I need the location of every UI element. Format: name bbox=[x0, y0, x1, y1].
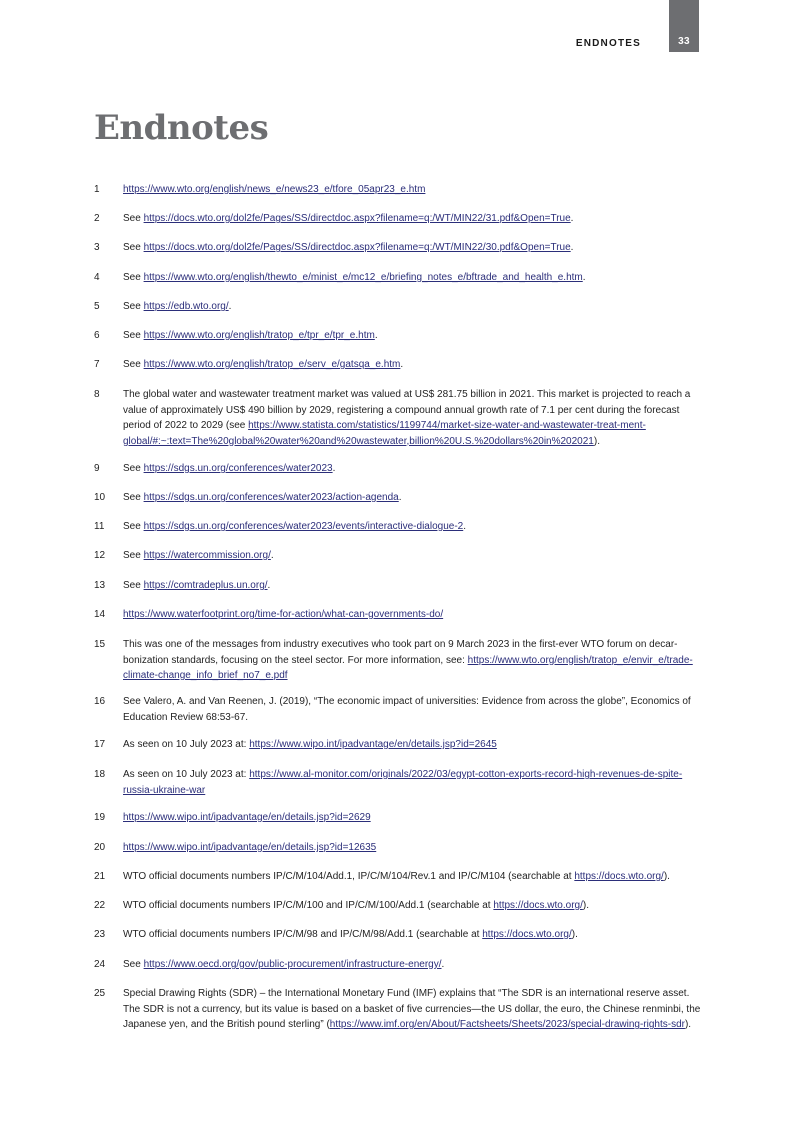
endnote-text bbox=[123, 548, 701, 564]
endnote-text bbox=[123, 694, 701, 725]
endnote-text-pre: WTO official documents numbers IP/C/M/100 and IP/C/M/100/Add.1 (searchable at bbox=[123, 900, 494, 911]
endnote-number: 23 bbox=[94, 929, 106, 940]
page-number-tab bbox=[669, 0, 699, 52]
endnote-text-post: . bbox=[374, 330, 378, 341]
endnote-text-pre: See bbox=[123, 359, 144, 370]
endnote-link[interactable]: https://watercommission.org/ bbox=[143, 550, 271, 561]
endnote-text-pre: Special Drawing Rights (SDR) – the International Monetary Fund (IMF) explains that “The SDR is an international reserve asset. The SDR is not a currency, but its value is based on a basket of five currencies—the US dollar, the euro, the Chinese renminbi, the Japanese yen, and the British pound sterling” ( bbox=[123, 988, 701, 1030]
endnote-text bbox=[123, 328, 701, 344]
endnote-number: 13 bbox=[94, 580, 106, 591]
endnote-text-post: . bbox=[228, 301, 232, 312]
endnote-text-post: . bbox=[267, 580, 271, 591]
endnote-text-pre: See bbox=[123, 959, 144, 970]
endnote-text bbox=[123, 986, 701, 1033]
endnote-link[interactable]: https://comtradeplus.un.org/ bbox=[143, 580, 268, 591]
endnote-number: 7 bbox=[94, 359, 100, 370]
endnote-text bbox=[123, 519, 701, 535]
endnote-link[interactable]: https://docs.wto.org/dol2fe/Pages/SS/directdoc.aspx?filename=q:/WT/MIN22/30.pdf&Open=True bbox=[143, 242, 571, 253]
endnote-number: 10 bbox=[94, 492, 106, 503]
endnote-text-post: . bbox=[570, 213, 574, 224]
endnote-text-pre: As seen on 10 July 2023 at: bbox=[123, 769, 250, 780]
endnote-text-pre: See bbox=[123, 242, 144, 253]
endnote-text bbox=[123, 898, 701, 914]
endnote-text-pre: WTO official documents numbers IP/C/M/98 and IP/C/M/98/Add.1 (searchable at bbox=[123, 929, 483, 940]
endnote-link[interactable]: https://www.statista.com/statistics/1199744/market-size-water-and-wastewater-treat-ment-global/#:~:text=The%20global%20water%20and%20wastewater,billion%20U.S.%20dollars%20in%202021 bbox=[123, 420, 646, 447]
endnote-link[interactable]: https://docs.wto.org/ bbox=[574, 871, 664, 882]
endnote-text bbox=[123, 869, 701, 885]
endnote-number: 22 bbox=[94, 900, 106, 911]
endnote-text-pre: See bbox=[123, 521, 144, 532]
endnote-text-post: . bbox=[582, 272, 586, 283]
endnote-link[interactable]: https://www.wto.org/english/thewto_e/minist_e/mc12_e/briefing_notes_e/bftrade_and_health_e.htm bbox=[143, 272, 583, 283]
endnote-text bbox=[123, 270, 701, 286]
endnote-number: 2 bbox=[94, 213, 100, 224]
endnote-text bbox=[123, 387, 701, 449]
endnote-link[interactable]: https://www.al-monitor.com/originals/2022/03/egypt-cotton-exports-record-high-revenues-de-spite-russia-ukraine-war bbox=[123, 769, 683, 796]
endnote-text-post: . bbox=[441, 959, 445, 970]
endnote-number: 1 bbox=[94, 184, 100, 195]
endnote-number: 15 bbox=[94, 639, 106, 650]
endnote-link[interactable]: https://sdgs.un.org/conferences/water2023/action-agenda bbox=[143, 492, 399, 503]
endnote-link[interactable]: https://www.wto.org/english/tratop_e/serv_e/gatsqa_e.htm bbox=[143, 359, 401, 370]
endnote-text-pre: See bbox=[123, 492, 144, 503]
endnote-text-post: . bbox=[332, 463, 336, 474]
endnote-number: 4 bbox=[94, 272, 100, 283]
endnote-text-pre: See bbox=[123, 301, 144, 312]
endnote-number: 17 bbox=[94, 739, 106, 750]
endnote-text-pre: See Valero, A. and Van Reenen, J. (2019), “The economic impact of universities: Evidence from across the globe”, Economics of Education Review 68:53-67. bbox=[123, 696, 691, 723]
endnote-number: 12 bbox=[94, 550, 106, 561]
endnote-text bbox=[123, 211, 701, 227]
endnote-number: 6 bbox=[94, 330, 100, 341]
endnote-text bbox=[123, 182, 701, 198]
endnote-text-pre: See bbox=[123, 463, 144, 474]
endnote-link[interactable]: https://www.waterfootprint.org/time-for-action/what-can-governments-do/ bbox=[123, 609, 444, 620]
endnote-number: 16 bbox=[94, 696, 106, 707]
endnote-number: 8 bbox=[94, 389, 100, 400]
endnote-link[interactable]: https://www.wipo.int/ipadvantage/en/details.jsp?id=12635 bbox=[123, 842, 377, 853]
endnote-text-pre: See bbox=[123, 580, 144, 591]
endnote-link[interactable]: https://www.oecd.org/gov/public-procurement/infrastructure-energy/ bbox=[143, 959, 442, 970]
endnote-text-post: ). bbox=[593, 435, 600, 447]
endnote-number: 3 bbox=[94, 242, 100, 253]
endnote-text bbox=[123, 957, 701, 973]
endnote-text bbox=[123, 299, 701, 315]
endnote-text-pre: This was one of the messages from industry executives who took part on 9 March 2023 in the first-ever WTO forum on decar-bonization standards, focusing on the steel sector. For more information, see: bbox=[123, 639, 678, 666]
endnote-link[interactable]: https://docs.wto.org/dol2fe/Pages/SS/directdoc.aspx?filename=q:/WT/MIN22/31.pdf&Open=True bbox=[143, 213, 571, 224]
endnote-number: 18 bbox=[94, 769, 106, 780]
endnote-link[interactable]: https://www.wipo.int/ipadvantage/en/details.jsp?id=2645 bbox=[249, 739, 497, 750]
endnote-link[interactable]: https://www.wto.org/english/tratop_e/tpr_e/tpr_e.htm bbox=[143, 330, 375, 341]
endnote-number: 5 bbox=[94, 301, 100, 312]
page-title: Endnotes bbox=[94, 108, 269, 148]
endnote-text bbox=[123, 607, 701, 623]
endnote-link[interactable]: https://www.wto.org/english/tratop_e/envir_e/trade-climate-change_info_brief_no7_e.pdf bbox=[123, 654, 693, 681]
endnote-text-post: . bbox=[270, 550, 274, 561]
endnote-text bbox=[123, 240, 701, 256]
endnote-link[interactable]: https://www.imf.org/en/About/Factsheets/Sheets/2023/special-drawing-rights-sdr bbox=[329, 1019, 685, 1030]
endnote-text-pre: The global water and wastewater treatment market was valued at US$ 281.75 billion in 2021. This market is projected to reach a value of approximately US$ 490 billion by 2029, registering a compound annual growth rate of 7.1 per cent during the forecast period of 2022 to 2029 (see bbox=[123, 389, 691, 431]
endnote-link[interactable]: https://www.wipo.int/ipadvantage/en/details.jsp?id=2629 bbox=[123, 812, 371, 823]
endnote-text bbox=[123, 927, 701, 943]
endnote-text bbox=[123, 737, 701, 753]
endnote-text bbox=[123, 357, 701, 373]
endnote-text bbox=[123, 840, 701, 856]
endnote-text-pre: See bbox=[123, 550, 144, 561]
endnote-number: 25 bbox=[94, 988, 106, 999]
endnote-text-post: ). bbox=[582, 900, 589, 911]
endnote-link[interactable]: https://docs.wto.org/ bbox=[482, 929, 572, 940]
endnote-text-pre: See bbox=[123, 213, 144, 224]
endnote-link[interactable]: https://sdgs.un.org/conferences/water2023 bbox=[143, 463, 333, 474]
endnote-number: 11 bbox=[94, 521, 105, 532]
endnote-text-post: . bbox=[570, 242, 574, 253]
endnote-text bbox=[123, 461, 701, 477]
endnote-link[interactable]: https://docs.wto.org/ bbox=[493, 900, 583, 911]
endnote-text-post: ). bbox=[684, 1019, 692, 1030]
endnote-link[interactable]: https://www.wto.org/english/news_e/news23_e/tfore_05apr23_e.htm bbox=[123, 184, 426, 195]
endnote-text bbox=[123, 490, 701, 506]
endnote-text-post: . bbox=[463, 521, 466, 532]
endnote-text-post: . bbox=[400, 359, 404, 370]
endnote-text-pre: As seen on 10 July 2023 at: bbox=[123, 739, 250, 750]
page-number: 33 bbox=[678, 36, 690, 47]
endnote-text bbox=[123, 767, 701, 798]
endnote-number: 19 bbox=[94, 812, 106, 823]
endnote-text-post: . bbox=[398, 492, 402, 503]
endnote-number: 24 bbox=[94, 959, 106, 970]
endnote-text-post: ). bbox=[571, 929, 578, 940]
endnote-number: 20 bbox=[94, 842, 106, 853]
endnote-text-post: ). bbox=[663, 871, 670, 882]
endnote-text-pre: WTO official documents numbers IP/C/M/104/Add.1, IP/C/M/104/Rev.1 and IP/C/M104 (searchable at bbox=[123, 871, 575, 882]
endnote-number: 14 bbox=[94, 609, 106, 620]
running-header: ENDNOTES bbox=[575, 38, 641, 49]
endnote-link[interactable]: https://edb.wto.org/ bbox=[143, 301, 229, 312]
endnote-text bbox=[123, 578, 701, 594]
endnote-text bbox=[123, 637, 701, 684]
endnote-link[interactable]: https://sdgs.un.org/conferences/water2023/events/interactive-dialogue-2 bbox=[143, 521, 464, 532]
endnote-number: 9 bbox=[94, 463, 100, 474]
endnote-text-pre: See bbox=[123, 272, 144, 283]
endnote-number: 21 bbox=[94, 871, 106, 882]
endnote-text bbox=[123, 810, 701, 826]
endnote-text-pre: See bbox=[123, 330, 144, 341]
